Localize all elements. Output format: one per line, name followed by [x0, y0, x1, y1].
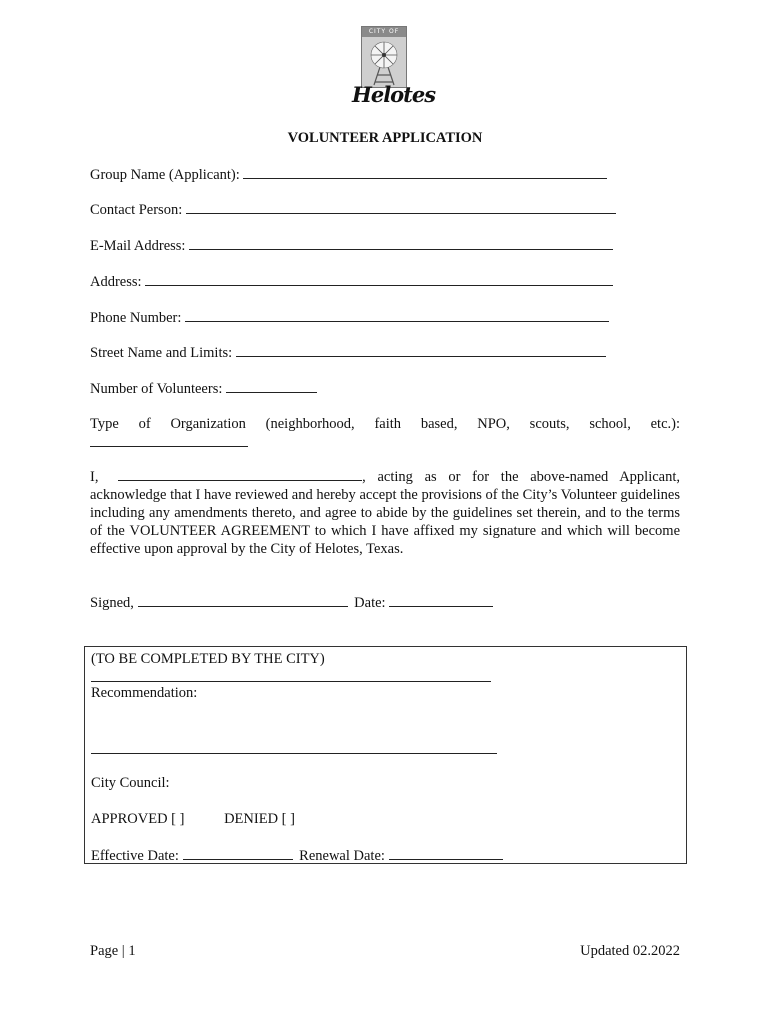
updated-date: Updated 02.2022 [580, 943, 680, 959]
signature-field[interactable] [138, 594, 348, 607]
logo-badge [361, 26, 407, 88]
applicant-name-field[interactable] [118, 468, 362, 481]
volunteers-row [90, 380, 317, 398]
street-field[interactable] [236, 344, 606, 357]
group-name-label: Group Name (Applicant): [90, 167, 240, 183]
denied-checkbox[interactable]: DENIED [ ] [224, 811, 295, 827]
renewal-date-label: Renewal Date: [299, 848, 385, 864]
recommendation-label: Recommendation: [91, 685, 198, 701]
group-name-field[interactable] [243, 166, 607, 179]
contact-person-row [90, 201, 616, 219]
group-name-row [90, 166, 607, 184]
decision-row [91, 811, 295, 828]
windmill-icon [362, 37, 406, 87]
org-type-field-row [90, 434, 248, 452]
effective-date-field[interactable] [183, 847, 293, 860]
logo-wordmark: Helotes [352, 82, 436, 107]
phone-field[interactable] [185, 309, 609, 322]
date-field[interactable] [389, 594, 493, 607]
signature-row [90, 594, 493, 612]
city-use-box [84, 646, 687, 864]
phone-label: Phone Number: [90, 310, 182, 326]
page-title: VOLUNTEER APPLICATION [287, 130, 483, 146]
effective-date-label: Effective Date: [91, 848, 179, 864]
address-field[interactable] [145, 273, 613, 286]
approved-checkbox[interactable]: APPROVED [ ] [91, 811, 185, 827]
page-number: Page | 1 [90, 943, 136, 959]
renewal-date-field[interactable] [389, 847, 503, 860]
address-label: Address: [90, 274, 142, 290]
acknowledgement-prefix: I, [90, 469, 99, 485]
phone-row [90, 309, 609, 327]
acknowledgement-text: , acting as or for the above-named Applicant, acknowledge that I have reviewed and hereby accept the provisions of the City’s Volunteer guidelines including any amendments thereto, and agree to abide by the guidelines set therein, and to the terms of the VOLUNTEER AGREEMENT to which I have affixed my signature and which will become effective upon approval by the City of Helotes, Texas. [90, 469, 681, 557]
org-type-field[interactable] [90, 434, 248, 447]
email-row [90, 237, 613, 255]
recommendation-field[interactable] [91, 741, 497, 759]
contact-person-label: Contact Person: [90, 202, 183, 218]
org-type-label: Type of Organization (neighborhood, faith based, NPO, scouts, school, etc.): [90, 416, 680, 432]
city-box-heading: (TO BE COMPLETED BY THE CITY) [91, 651, 325, 667]
volunteers-label: Number of Volunteers: [90, 381, 223, 397]
acknowledgement-paragraph [90, 468, 680, 558]
signed-label: Signed, [90, 595, 134, 611]
email-label: E-Mail Address: [90, 238, 186, 254]
logo-badge-text: CITY OF [362, 27, 406, 37]
date-label: Date: [354, 595, 386, 611]
street-label: Street Name and Limits: [90, 345, 233, 361]
volunteers-field[interactable] [226, 380, 317, 393]
city-logo [352, 24, 436, 108]
street-row [90, 344, 606, 362]
org-type-row [90, 416, 680, 433]
dates-row [91, 847, 503, 865]
city-council-label: City Council: [91, 775, 170, 791]
contact-person-field[interactable] [186, 201, 616, 214]
email-field[interactable] [189, 237, 613, 250]
address-row [90, 273, 613, 291]
